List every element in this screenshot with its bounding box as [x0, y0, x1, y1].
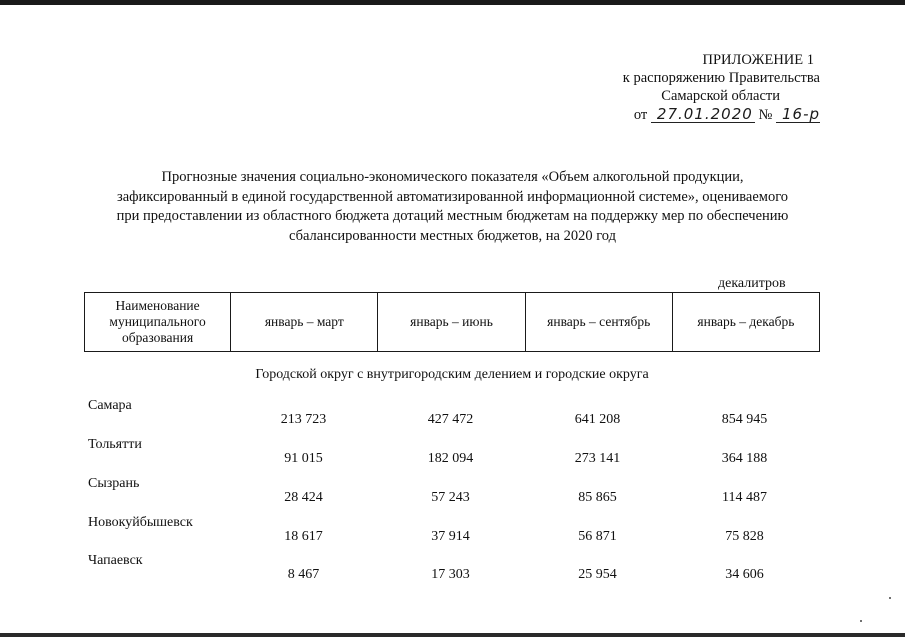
row-value-9m: 641 208 — [574, 412, 621, 427]
row-value-9m: 273 141 — [574, 451, 621, 466]
row-value-q1: 91 015 — [284, 451, 323, 466]
heading-line-1: Прогнозные значения социально-экономического показателя «Объем алкогольной продукции, — [161, 169, 744, 185]
row-name: Чапаевск — [88, 553, 143, 568]
table-row — [84, 515, 820, 555]
header-year: январь – декабрь — [672, 293, 819, 351]
handwritten-date: 27.01.2020 — [651, 106, 755, 123]
table-row — [84, 553, 820, 593]
heading-line-2: зафиксированный в единой государственной автоматизированной информационной системе», оцениваемого — [116, 188, 789, 205]
row-value-h1: 182 094 — [427, 451, 474, 466]
row-value-h1: 17 303 — [431, 567, 470, 582]
row-value-year: 34 606 — [725, 567, 764, 582]
header-h1: январь – июнь — [377, 293, 524, 351]
row-value-q1: 18 617 — [284, 529, 323, 544]
heading-line-3: при предоставлении из областного бюджета дотаций местным бюджетам на поддержку мер по обеспечению — [116, 208, 789, 224]
table-row — [84, 398, 820, 438]
scan-edge-bottom — [0, 633, 905, 637]
header-municipality-text: Наименование муниципального образования — [109, 298, 206, 345]
appendix-title: ПРИЛОЖЕНИЕ 1 — [702, 52, 814, 68]
number-label: № — [758, 107, 773, 123]
handwritten-number: 16-р — [776, 106, 820, 123]
section-title: Городской округ с внутригородским делением и городские округа — [255, 367, 649, 382]
document-heading — [70, 168, 835, 246]
heading-line-4: сбалансированности местных бюджетов, на 2020 год — [288, 227, 617, 244]
row-value-h1: 427 472 — [427, 412, 474, 427]
row-value-h1: 57 243 — [431, 490, 470, 505]
row-name: Тольятти — [88, 437, 142, 452]
table-row — [84, 437, 820, 477]
row-value-q1: 8 467 — [287, 567, 320, 582]
row-value-year: 75 828 — [725, 529, 764, 544]
row-value-h1: 37 914 — [431, 529, 470, 544]
scan-speck — [889, 597, 891, 599]
row-value-year: 854 945 — [721, 412, 768, 427]
scan-speck — [860, 620, 862, 622]
row-value-9m: 56 871 — [578, 529, 617, 544]
header-q1: январь – март — [230, 293, 377, 351]
appendix-region-line: Самарской области — [661, 88, 780, 104]
row-name: Самара — [88, 398, 132, 413]
row-value-9m: 25 954 — [578, 567, 617, 582]
appendix-ref-line: к распоряжению Правительства — [622, 70, 820, 86]
row-value-q1: 28 424 — [284, 490, 323, 505]
row-name: Сызрань — [88, 476, 140, 491]
row-value-9m: 85 865 — [578, 490, 617, 505]
units-label: декалитров — [718, 276, 786, 291]
row-value-year: 114 487 — [722, 490, 767, 505]
table-row — [84, 476, 820, 516]
from-label: от — [633, 107, 648, 123]
header-municipality — [85, 293, 230, 351]
row-value-year: 364 188 — [721, 451, 768, 466]
header-9m: январь – сентябрь — [525, 293, 672, 351]
table-header — [84, 292, 820, 352]
row-value-q1: 213 723 — [280, 412, 327, 427]
appendix-date-line — [634, 106, 820, 124]
scan-edge-top — [0, 0, 905, 5]
row-name: Новокуйбышевск — [88, 515, 193, 530]
